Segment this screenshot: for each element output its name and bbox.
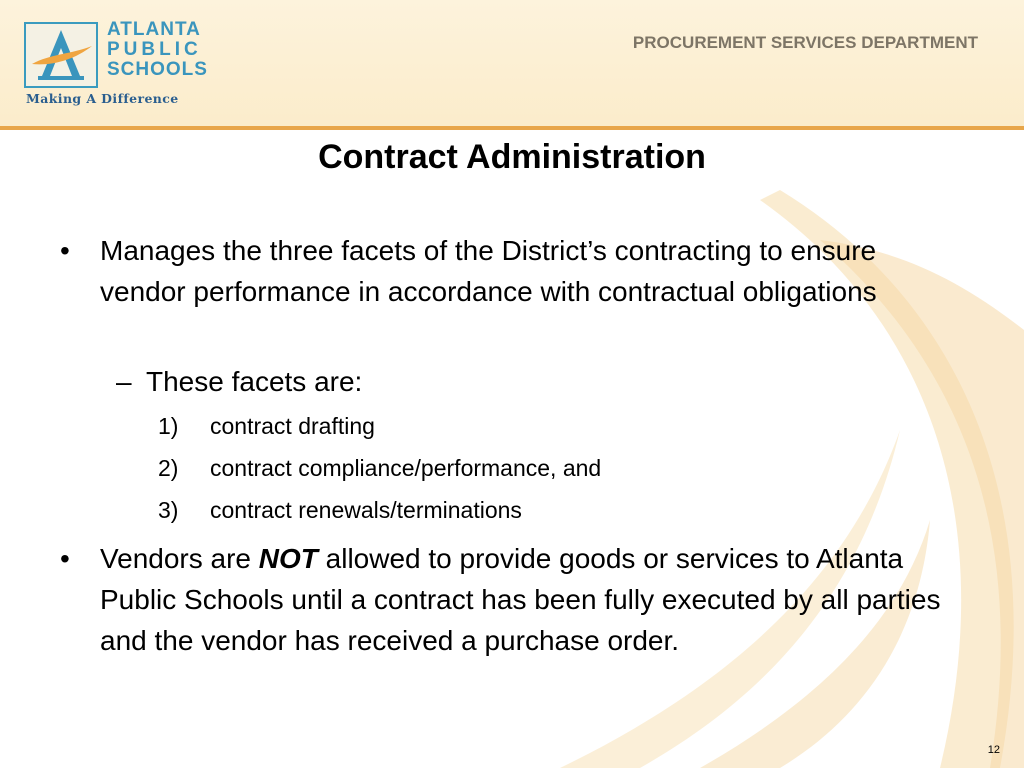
facet-item-2 xyxy=(158,453,602,483)
page-number: 12 xyxy=(987,744,1000,756)
logo-wordmark xyxy=(107,20,208,80)
logo-line-3: SCHOOLS xyxy=(107,59,208,80)
bullet-text-prefix: Vendors are xyxy=(100,543,259,574)
sub-bullet-item xyxy=(116,364,363,400)
department-title: PROCUREMENT SERVICES DEPARTMENT xyxy=(632,33,978,52)
logo-line-1: ATLANTA xyxy=(107,19,201,40)
bullet-emphasis: NOT xyxy=(258,543,318,574)
facet-item-3 xyxy=(158,495,522,525)
logo-tagline: Making A Difference xyxy=(26,91,179,106)
logo-line-2: PUBLIC xyxy=(107,39,202,60)
bullet-item-1 xyxy=(60,230,950,312)
header-rule xyxy=(0,126,1024,130)
bullet-text: Manages the three facets of the District’s contracting to ensure vendor performance in accordance with contractual obligations xyxy=(100,235,877,307)
facet-text: contract compliance/performance, and xyxy=(210,455,602,481)
bullet-mark: • xyxy=(60,543,70,574)
facet-number: 2) xyxy=(158,455,179,481)
sub-bullet-mark: – xyxy=(116,366,132,397)
letter-a-icon xyxy=(26,24,96,86)
atlanta-logo-icon xyxy=(24,22,98,88)
facet-number: 3) xyxy=(158,497,179,523)
facet-text: contract drafting xyxy=(210,413,375,439)
bullet-mark: • xyxy=(60,235,70,266)
facet-text: contract renewals/terminations xyxy=(210,497,522,523)
facet-item-1 xyxy=(158,411,375,441)
bullet-text-suffix: allowed to provide goods or services to Atlanta Public Schools until a contract has been fully executed by all parties and the vendor has received a purchase order. xyxy=(100,543,941,656)
slide-title: Contract Administration xyxy=(318,138,706,176)
sub-bullet-text: These facets are: xyxy=(146,366,363,397)
bullet-item-2 xyxy=(60,538,950,661)
facet-number: 1) xyxy=(158,413,179,439)
